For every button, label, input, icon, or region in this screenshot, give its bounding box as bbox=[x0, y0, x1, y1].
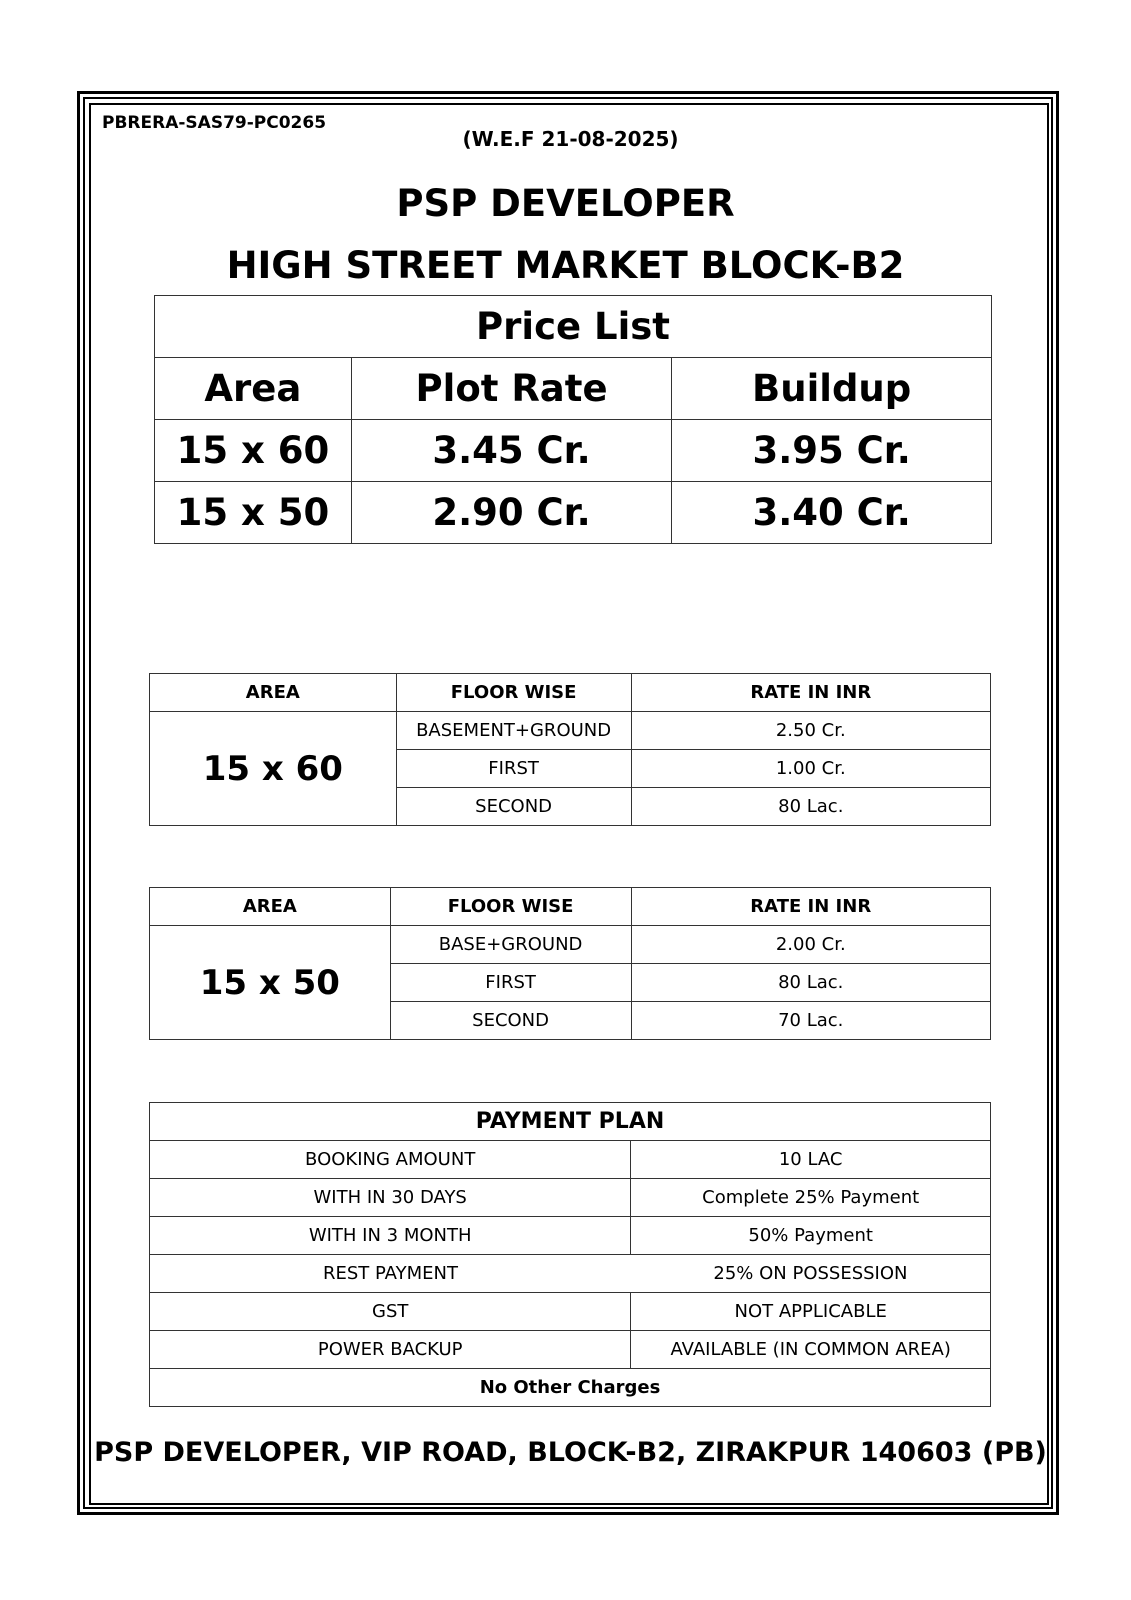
table-cell: 3.45 Cr. bbox=[351, 420, 672, 482]
table-row bbox=[150, 712, 991, 750]
table-header-row bbox=[150, 674, 991, 712]
developer-title: PSP DEVELOPER bbox=[396, 182, 735, 225]
table-row bbox=[150, 1179, 991, 1217]
table-cell: GST bbox=[150, 1293, 631, 1331]
table-row bbox=[155, 482, 992, 544]
column-header: AREA bbox=[150, 888, 391, 926]
table-cell: 2.50 Cr. bbox=[631, 712, 990, 750]
table-cell: 2.00 Cr. bbox=[631, 926, 991, 964]
area-cell: 15 x 60 bbox=[150, 712, 397, 826]
table-row bbox=[150, 926, 991, 964]
table-cell: 50% Payment bbox=[631, 1217, 991, 1255]
table-cell: 1.00 Cr. bbox=[631, 750, 990, 788]
table-cell: 2.90 Cr. bbox=[351, 482, 672, 544]
table-header-row bbox=[150, 888, 991, 926]
price-list-title: Price List bbox=[155, 296, 992, 358]
column-header: Buildup bbox=[672, 358, 992, 420]
table-cell: AVAILABLE (IN COMMON AREA) bbox=[631, 1331, 991, 1369]
table-cell: BASEMENT+GROUND bbox=[396, 712, 631, 750]
column-header: Plot Rate bbox=[351, 358, 672, 420]
table-row bbox=[150, 1331, 991, 1369]
project-title: HIGH STREET MARKET BLOCK-B2 bbox=[226, 244, 905, 287]
table-cell: 80 Lac. bbox=[631, 788, 990, 826]
column-header: FLOOR WISE bbox=[390, 888, 631, 926]
rera-number: PBRERA-SAS79-PC0265 bbox=[102, 113, 327, 133]
table-row bbox=[155, 296, 992, 358]
payment-plan-title: PAYMENT PLAN bbox=[150, 1103, 991, 1141]
table-cell: 10 LAC bbox=[631, 1141, 991, 1179]
column-header: RATE IN INR bbox=[631, 674, 990, 712]
table-header-row bbox=[155, 358, 992, 420]
table-cell: 15 x 50 bbox=[155, 482, 352, 544]
table-row bbox=[150, 1255, 991, 1293]
column-header: FLOOR WISE bbox=[396, 674, 631, 712]
table-cell: FIRST bbox=[390, 964, 631, 1002]
table-cell: BOOKING AMOUNT bbox=[150, 1141, 631, 1179]
table-cell: 70 Lac. bbox=[631, 1002, 991, 1040]
area-cell: 15 x 50 bbox=[150, 926, 391, 1040]
table-cell: 25% ON POSSESSION bbox=[631, 1255, 991, 1293]
table-cell: SECOND bbox=[390, 1002, 631, 1040]
payment-plan-table bbox=[149, 1102, 991, 1407]
floor-wise-table-15x50 bbox=[149, 887, 991, 1040]
table-cell: WITH IN 30 DAYS bbox=[150, 1179, 631, 1217]
table-cell: 80 Lac. bbox=[631, 964, 991, 1002]
table-cell: 3.40 Cr. bbox=[672, 482, 992, 544]
column-header: Area bbox=[155, 358, 352, 420]
table-cell: BASE+GROUND bbox=[390, 926, 631, 964]
column-header: AREA bbox=[150, 674, 397, 712]
table-cell: FIRST bbox=[396, 750, 631, 788]
table-row bbox=[150, 1217, 991, 1255]
table-cell: SECOND bbox=[396, 788, 631, 826]
price-list-table bbox=[154, 295, 992, 544]
footer-address: PSP DEVELOPER, VIP ROAD, BLOCK-B2, ZIRAKPUR 140603 (PB) bbox=[94, 1437, 1047, 1468]
column-header: RATE IN INR bbox=[631, 888, 991, 926]
table-row bbox=[150, 1293, 991, 1331]
table-cell: Complete 25% Payment bbox=[631, 1179, 991, 1217]
table-row bbox=[150, 1369, 991, 1407]
payment-plan-footer: No Other Charges bbox=[150, 1369, 991, 1407]
table-cell: 15 x 60 bbox=[155, 420, 352, 482]
floor-wise-table-15x60 bbox=[149, 673, 991, 826]
table-cell: REST PAYMENT bbox=[150, 1255, 631, 1293]
effective-date: (W.E.F 21-08-2025) bbox=[462, 127, 679, 151]
table-row bbox=[150, 1141, 991, 1179]
table-header-row bbox=[150, 1103, 991, 1141]
table-cell: WITH IN 3 MONTH bbox=[150, 1217, 631, 1255]
table-cell: 3.95 Cr. bbox=[672, 420, 992, 482]
table-cell: POWER BACKUP bbox=[150, 1331, 631, 1369]
table-cell: NOT APPLICABLE bbox=[631, 1293, 991, 1331]
table-row bbox=[155, 420, 992, 482]
